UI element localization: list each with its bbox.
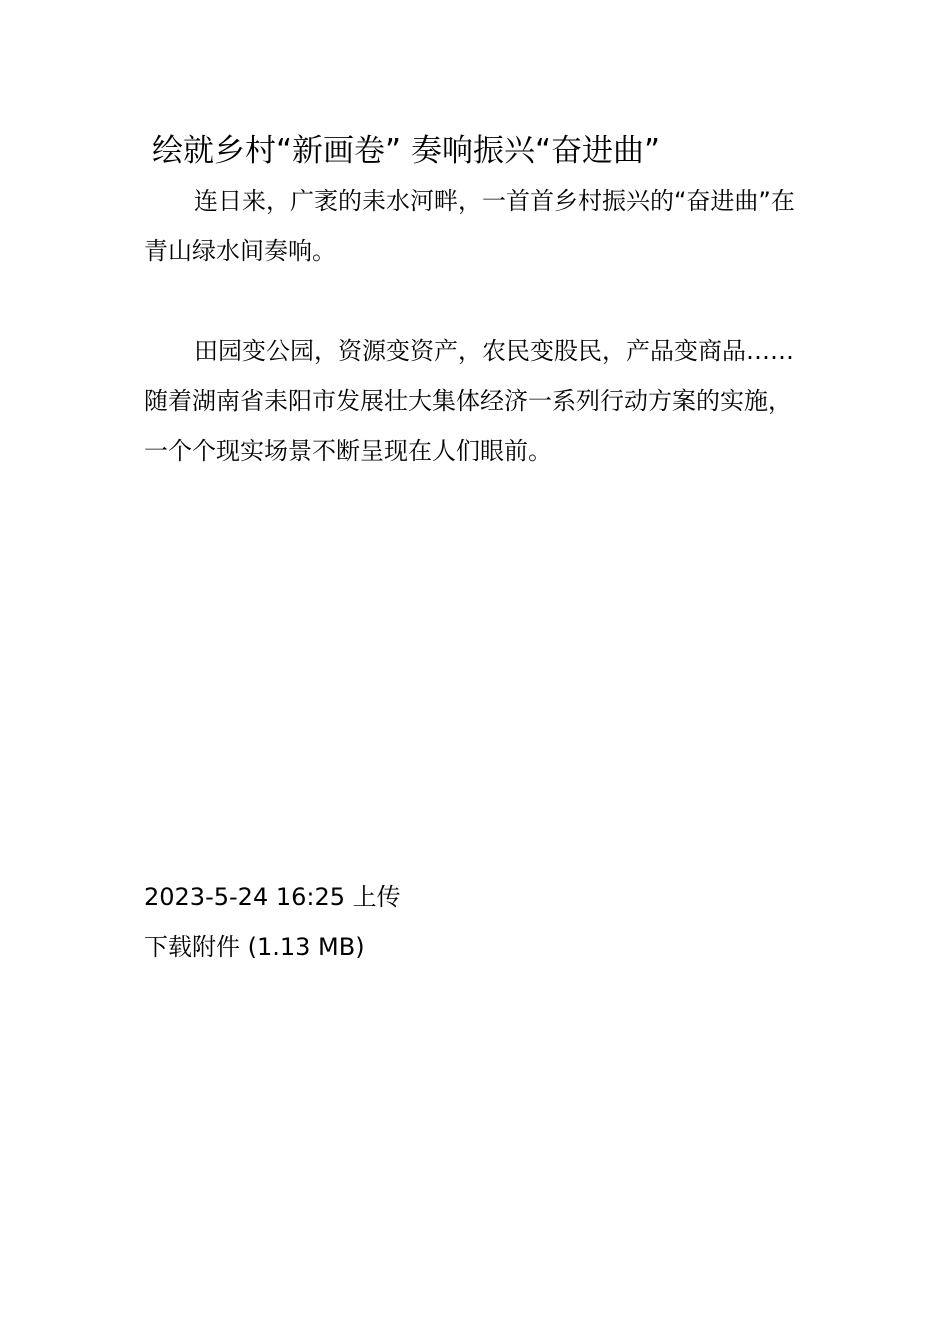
article-title: 绘就乡村“新画卷” 奏响振兴“奋进曲” [152, 133, 661, 169]
upload-timestamp: 2023-5-24 16:25 上传 [144, 883, 401, 911]
download-attachment-link[interactable]: 下载附件 (1.13 MB) [144, 933, 365, 961]
article-paragraph-1: 连日来，广袤的耒水河畔，一首首乡村振兴的“奋进曲”在青山绿水间奏响。 [144, 187, 795, 265]
article-paragraph-2: 田园变公园，资源变资产，农民变股民，产品变商品……随着湖南省耒阳市发展壮大集体经济一系列行动方案的实施，一个个现实场景不断呈现在人们眼前。 [144, 337, 794, 465]
